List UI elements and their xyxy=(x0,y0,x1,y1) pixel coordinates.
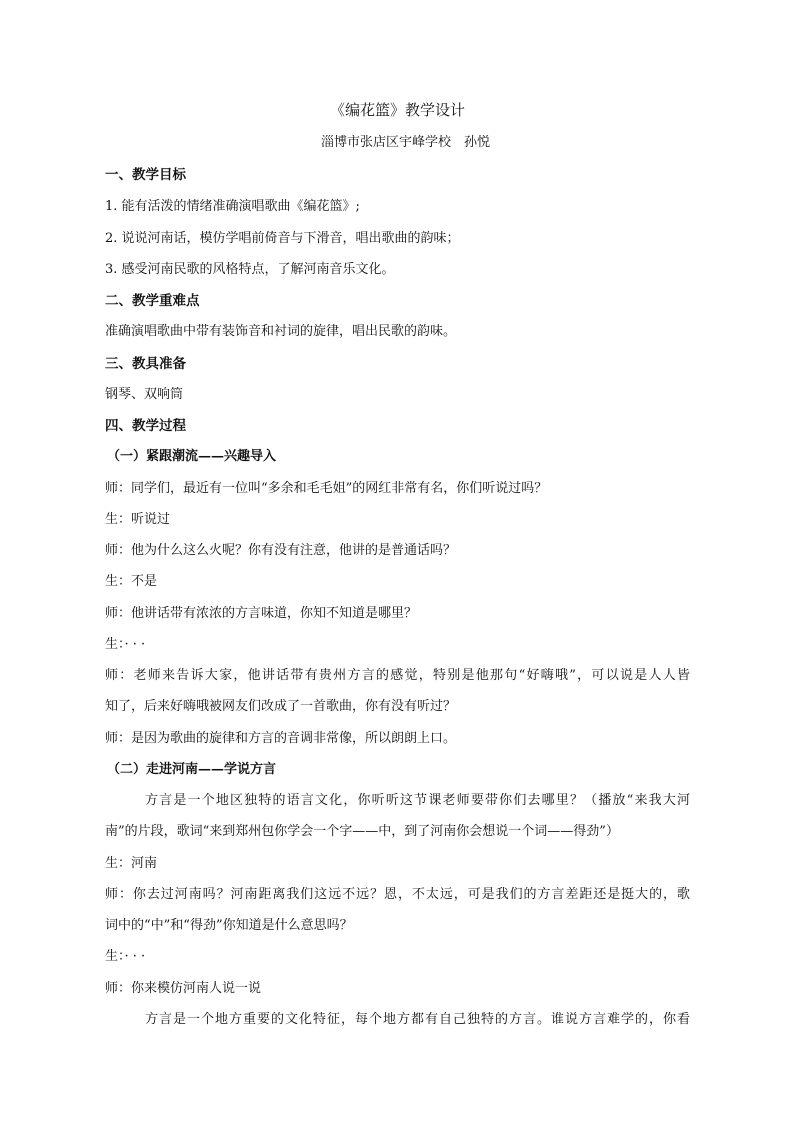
dialogue-line: 师：同学们，最近有一位叫“多余和毛毛姐”的网红非常有名，你们听说过吗？ xyxy=(105,481,548,496)
dialogue-line: 师：你来模仿河南人说一说 xyxy=(105,981,262,996)
paragraph-line: 方言是一个地区独特的语言文化，你听听这节课老师要带你们去哪里？（播放“来我大河 xyxy=(145,793,690,808)
subsection-heading-1: （一）紧跟潮流——兴趣导入 xyxy=(107,449,277,464)
dialogue-line: 生：听说过 xyxy=(105,512,171,527)
paragraph-line: 南”的片段，歌词“来到郑州包你学会一个字——中，到了河南你会想说一个词——得劲”） xyxy=(105,824,619,839)
dialogue-line: 词中的“中”和“得劲”你知道是什么意思吗？ xyxy=(105,918,353,933)
subsection-heading-2: （二）走进河南——学说方言 xyxy=(107,762,277,777)
dialogue-line: 师：他为什么这么火呢？你有没有注意，他讲的是普通话吗？ xyxy=(105,543,457,558)
goal-item-3: 3. 感受河南民歌的风格特点，了解河南音乐文化。 xyxy=(105,262,395,277)
dialogue-line: 师：他讲话带有浓浓的方言味道，你知不知道是哪里？ xyxy=(105,606,418,621)
dialogue-line: 师：你去过河南吗？河南距离我们这远不远？恩，不太远，可是我们的方言差距还是挺大的，歌 xyxy=(105,887,690,902)
section-heading-key-points: 二、教学重难点 xyxy=(105,293,200,309)
goal-item-1: 1. 能有活泼的情绪准确演唱歌曲《编花篮》; xyxy=(105,199,360,214)
document-author: 淄博市张店区宇峰学校 孙悦 xyxy=(320,135,490,150)
section-heading-process: 四、教学过程 xyxy=(105,418,186,434)
document-title: 《编花篮》教学设计 xyxy=(329,101,465,119)
dialogue-line: 生：· · · xyxy=(105,949,146,964)
dialogue-line: 知了，后来好嗨哦被网友们改成了一首歌曲，你有没有听过？ xyxy=(105,699,457,714)
key-points-text: 准确演唱歌曲中带有装饰音和衬词的旋律，唱出民歌的韵味。 xyxy=(105,324,457,339)
dialogue-line: 生：河南 xyxy=(105,856,158,871)
dialogue-line: 生：不是 xyxy=(105,574,158,589)
section-heading-materials: 三、教具准备 xyxy=(105,356,186,372)
goal-item-2: 2. 说说河南话，模仿学唱前倚音与下滑音，唱出歌曲的韵味； xyxy=(105,231,460,246)
materials-text: 钢琴、双响筒 xyxy=(105,387,184,402)
dialogue-line: 师：是因为歌曲的旋律和方言的音调非常像，所以朗朗上口。 xyxy=(105,731,457,746)
dialogue-line: 生：· · · xyxy=(105,637,146,652)
section-heading-goals: 一、教学目标 xyxy=(105,167,186,183)
paragraph-line: 方言是一个地方重要的文化特征，每个地方都有自己独特的方言。谁说方言难学的，你看 xyxy=(145,1012,690,1027)
dialogue-line: 师：老师来告诉大家，他讲话带有贵州方言的感觉，特别是他那句“好嗨哦”，可以说是人人皆 xyxy=(105,668,690,683)
